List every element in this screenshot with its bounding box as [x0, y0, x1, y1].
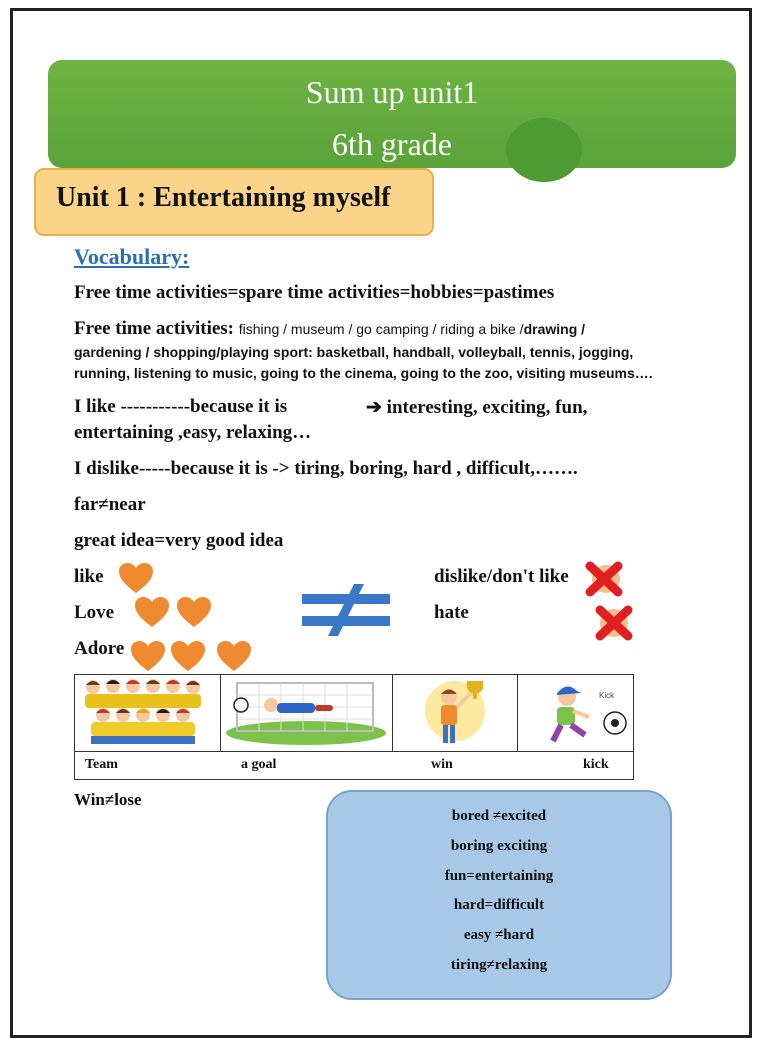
- caption-goal: a goal: [241, 757, 277, 772]
- far-near: far≠near: [74, 494, 146, 515]
- heart-icon: [134, 596, 170, 628]
- like-line-1b: ➔ interesting, exciting, fun,: [366, 397, 588, 418]
- heart-icon: [170, 640, 206, 672]
- like-word: like: [74, 566, 104, 587]
- caption-win: win: [431, 757, 453, 772]
- like-line-1a: I like -----------because it is: [74, 396, 288, 417]
- box-item: bored ≠excited: [451, 808, 547, 824]
- antonyms-box: [326, 790, 672, 1000]
- cross-icon: [584, 560, 624, 598]
- caption-kick: kick: [583, 757, 609, 772]
- activities-label: Free time activities:: [74, 318, 235, 339]
- vocabulary-heading: Vocabulary:: [74, 244, 190, 269]
- activities-line-3: running, listening to music, going to the cinema, going to the zoo, visiting museums….: [74, 365, 653, 381]
- unit-title-box: [34, 168, 434, 236]
- activities-list-1: fishing / museum / go camping / riding a bike /: [238, 321, 524, 337]
- dislike-line: I dislike-----because it is -> tiring, boring, hard , difficult,…….: [74, 458, 578, 479]
- banner-title: Sum up unit1: [305, 74, 479, 110]
- heart-icon: [118, 562, 154, 594]
- unit-title: Unit 1 : Entertaining myself: [56, 182, 391, 213]
- activities-line-2: gardening / shopping/playing sport: basketball, handball, volleyball, tennis, jogging,: [74, 344, 634, 360]
- kick-small-label: Kick: [599, 691, 615, 700]
- hate-word: hate: [434, 602, 469, 623]
- win-image: [405, 677, 505, 749]
- win-lose: Win≠lose: [74, 790, 142, 809]
- activities-line-1: [74, 318, 585, 340]
- dislike-word: dislike/don't like: [434, 566, 569, 587]
- heart-icon: [176, 596, 212, 628]
- kick-image: [525, 677, 629, 749]
- box-item: fun=entertaining: [444, 868, 554, 884]
- heart-icon: [130, 640, 166, 672]
- picture-table: [74, 674, 634, 780]
- box-item: tiring≠relaxing: [450, 957, 548, 973]
- team-image: [79, 677, 207, 749]
- goal-image: [223, 677, 389, 749]
- banner-grade: 6th grade: [332, 126, 452, 162]
- box-item: easy ≠hard: [463, 927, 535, 943]
- like-line-2: entertaining ,easy, relaxing…: [74, 422, 312, 443]
- cross-icon: [594, 604, 634, 642]
- caption-team: Team: [85, 757, 118, 772]
- heart-icon: [216, 640, 252, 672]
- adore-word: Adore: [74, 638, 125, 659]
- love-word: Love: [74, 602, 115, 623]
- great-idea: great idea=very good idea: [74, 530, 284, 551]
- box-item: boring exciting: [450, 838, 548, 854]
- box-item: hard=difficult: [453, 897, 545, 913]
- not-equal-icon: [298, 582, 394, 638]
- activities-list-1-bold: drawing /: [523, 321, 586, 337]
- title-banner: [48, 60, 736, 168]
- synonyms-line: Free time activities=spare time activities=hobbies=pastimes: [74, 282, 555, 303]
